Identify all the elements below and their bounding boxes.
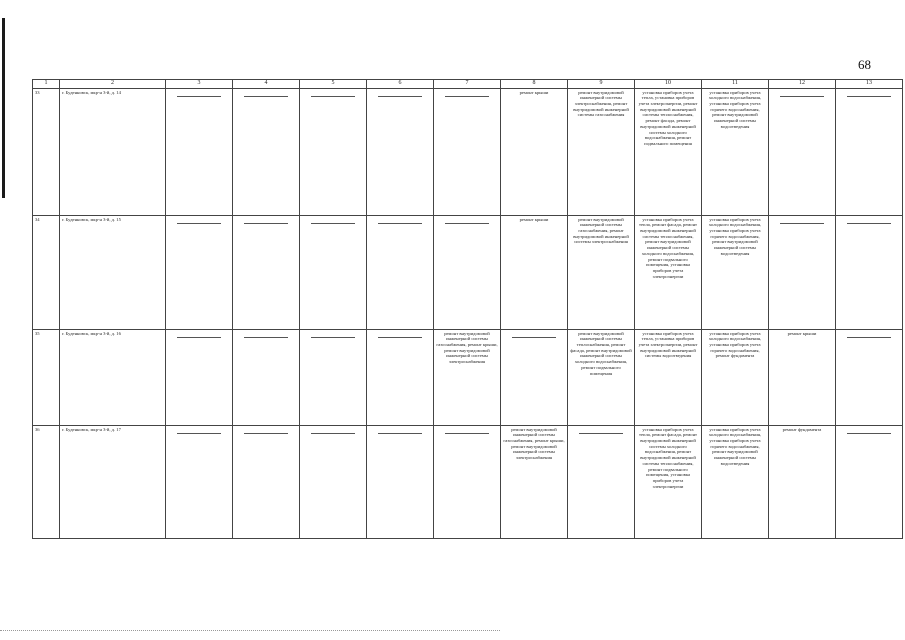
- work-cell: ремонт крыши: [501, 88, 568, 215]
- scan-edge-mark: [2, 18, 5, 198]
- empty-cell: [434, 215, 501, 329]
- work-cell: ремонт крыши: [769, 329, 836, 425]
- table-row: [33, 329, 903, 425]
- empty-cell: [568, 425, 635, 538]
- empty-cell: [233, 329, 300, 425]
- col-header: 12: [769, 80, 836, 89]
- empty-cell: [166, 329, 233, 425]
- empty-cell: [836, 329, 903, 425]
- work-cell: ремонт внутридомовой инженерной системы газоснабжения, ремонт крыши, ремонт внутридомовой инженерной системы электроснабжения: [434, 329, 501, 425]
- row-number: 35: [33, 329, 60, 425]
- col-header: 7: [434, 80, 501, 89]
- col-header: 5: [300, 80, 367, 89]
- col-header: 13: [836, 80, 903, 89]
- work-cell: установка приборов учета тепла, установка приборов учета электроэнергии, ремонт внутридомовой инженерной системы водоотведения: [635, 329, 702, 425]
- empty-cell: [501, 329, 568, 425]
- empty-cell: [166, 425, 233, 538]
- row-number: 36: [33, 425, 60, 538]
- row-number: 33: [33, 88, 60, 215]
- empty-cell: [233, 215, 300, 329]
- work-cell: ремонт внутридомовой инженерной системы газоснабжения, ремонт крыши, ремонт внутридомовой инженерной системы электроснабжения: [501, 425, 568, 538]
- empty-cell: [300, 329, 367, 425]
- work-cell: установка приборов учета холодного водоснабжения, установка приборов учета горячего водоснабжения, ремонт внутридомовой инженерной системы водоотведения: [702, 215, 769, 329]
- work-cell: ремонт крыши: [501, 215, 568, 329]
- work-cell: ремонт внутридомовой инженерной системы газоснабжения, ремонт внутридомовой инженерной системы электроснабжения: [568, 215, 635, 329]
- col-header: 8: [501, 80, 568, 89]
- empty-cell: [367, 329, 434, 425]
- work-cell: установка приборов учета тепла, ремонт фасада, ремонт внутридомовой инженерной системы холодного водоснабжения, ремонт внутридомовой инженерной системы теплоснабжения, ремонт подвального помещения, установка приборов учета электроэнергии: [635, 425, 702, 538]
- col-header: 1: [33, 80, 60, 89]
- col-header: 6: [367, 80, 434, 89]
- table-row: [33, 425, 903, 538]
- col-header: 3: [166, 80, 233, 89]
- scan-noise-line: [0, 630, 500, 631]
- empty-cell: [434, 88, 501, 215]
- empty-cell: [300, 88, 367, 215]
- row-number: 34: [33, 215, 60, 329]
- row-address: г. Буденновск, мкр-н 3-й, д. 14: [60, 88, 166, 215]
- empty-cell: [367, 425, 434, 538]
- col-header: 10: [635, 80, 702, 89]
- table-row: [33, 215, 903, 329]
- empty-cell: [367, 88, 434, 215]
- page-number: 68: [858, 57, 871, 72]
- col-header: 11: [702, 80, 769, 89]
- empty-cell: [769, 215, 836, 329]
- empty-cell: [233, 88, 300, 215]
- empty-cell: [233, 425, 300, 538]
- empty-cell: [836, 215, 903, 329]
- work-cell: установка приборов учета тепла, установка приборов учета электроэнергии, ремонт внутридомовой инженерной системы теплоснабжения, ремонт фасада, ремонт внутридомовой инженерной системы холодного водоснабжения, ремонт подвального помещения: [635, 88, 702, 215]
- table-row: [33, 88, 903, 215]
- row-address: г. Буденновск, мкр-н 3-й, д. 16: [60, 329, 166, 425]
- empty-cell: [434, 425, 501, 538]
- row-address: г. Буденновск, мкр-н 3-й, д. 15: [60, 215, 166, 329]
- empty-cell: [836, 425, 903, 538]
- empty-cell: [300, 425, 367, 538]
- empty-cell: [166, 88, 233, 215]
- col-header: 4: [233, 80, 300, 89]
- empty-cell: [769, 88, 836, 215]
- col-header: 2: [60, 80, 166, 89]
- col-header: 9: [568, 80, 635, 89]
- work-cell: установка приборов учета холодного водоснабжения, установка приборов учета горячего водоснабжения, ремонт внутридомовой инженерной системы водоотведения: [702, 425, 769, 538]
- empty-cell: [367, 215, 434, 329]
- work-cell: установка приборов учета тепла, ремонт фасада, ремонт внутридомовой инженерной системы теплоснабжения, ремонт внутридомовой инженерной системы холодного водоснабжения, ремонт подвального помещения, установка приборов учета электроэнергии: [635, 215, 702, 329]
- work-cell: ремонт фундамента: [769, 425, 836, 538]
- row-address: г. Буденновск, мкр-н 3-й, д. 17: [60, 425, 166, 538]
- empty-cell: [166, 215, 233, 329]
- work-cell: ремонт внутридомовой инженерной системы теплоснабжения, ремонт фасада, ремонт внутридомовой инженерной системы холодного водоснабжения, ремонт подвального помещения: [568, 329, 635, 425]
- work-cell: установка приборов учета холодного водоснабжения, установка приборов учета горячего водоснабжения, ремонт фундамента: [702, 329, 769, 425]
- empty-cell: [300, 215, 367, 329]
- work-cell: ремонт внутридомовой инженерной системы электроснабжения, ремонт внутридомовой инженерной системы газоснабжения: [568, 88, 635, 215]
- table-header-row: [33, 80, 903, 89]
- work-cell: установка приборов учета холодного водоснабжения, установка приборов учета горячего водоснабжения, ремонт внутридомовой инженерной системы водоотведения: [702, 88, 769, 215]
- work-plan-table: [32, 79, 903, 539]
- empty-cell: [836, 88, 903, 215]
